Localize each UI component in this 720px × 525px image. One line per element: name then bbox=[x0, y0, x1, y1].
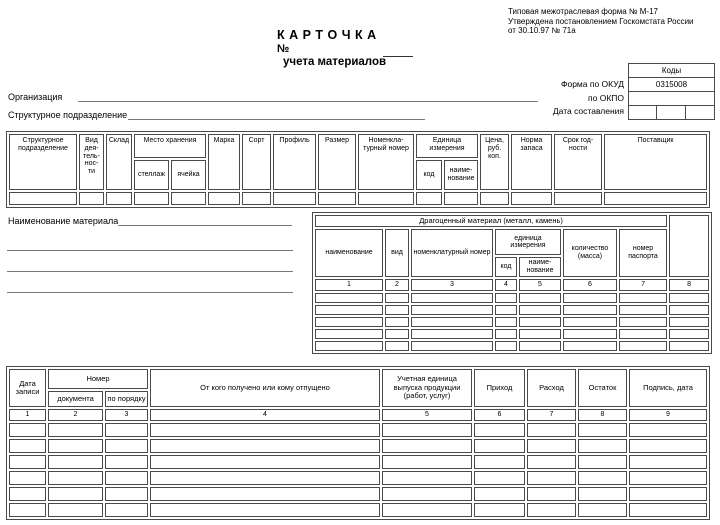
blank-row bbox=[9, 471, 707, 485]
col-header-size: Размер bbox=[318, 134, 356, 190]
col-header-record-date: Дата записи bbox=[9, 369, 46, 407]
col-header-storage-place: Место хранения bbox=[134, 134, 206, 158]
col-header-item-number: Номенкла- турный номер bbox=[358, 134, 414, 190]
date-cell bbox=[629, 106, 657, 120]
date-label: Дата составления bbox=[552, 106, 624, 116]
subdivision-label: Структурное подразделение bbox=[8, 110, 128, 120]
okpo-value bbox=[629, 92, 715, 106]
blank-row bbox=[9, 192, 707, 205]
col-header-number: Номер bbox=[48, 369, 148, 389]
blank-row bbox=[315, 293, 709, 303]
material-name-blank-line bbox=[7, 292, 293, 293]
column-number: 7 bbox=[619, 279, 667, 291]
column-number: 8 bbox=[578, 409, 627, 421]
col-header-accounting-unit: Учетная единица выпуска продукции (работ, услуг) bbox=[382, 369, 472, 407]
col-header-unit-name: наиме- нование bbox=[444, 160, 478, 190]
blank-row bbox=[9, 455, 707, 469]
col-header-unit: Единица измерения bbox=[416, 134, 478, 158]
col-header-document: документа bbox=[48, 391, 103, 407]
column-number: 4 bbox=[495, 279, 517, 291]
column-number: 5 bbox=[382, 409, 472, 421]
column-numbers-row bbox=[315, 279, 709, 291]
col-header-item-number: номенклатурный номер bbox=[411, 229, 493, 277]
column-number: 3 bbox=[105, 409, 148, 421]
col-header-extra bbox=[669, 215, 709, 277]
column-number: 1 bbox=[315, 279, 383, 291]
organization-blank-line bbox=[78, 101, 538, 102]
column-number: 8 bbox=[669, 279, 709, 291]
material-name-blank-line bbox=[7, 271, 293, 272]
column-numbers-row bbox=[9, 409, 707, 421]
column-number: 9 bbox=[629, 409, 707, 421]
okpo-label: по ОКПО bbox=[588, 92, 624, 103]
codes-labels bbox=[420, 78, 624, 119]
col-header-expense: Расход bbox=[527, 369, 576, 407]
materials-attributes-table bbox=[6, 131, 710, 208]
col-header-income: Приход bbox=[474, 369, 525, 407]
col-header-in-order: по порядку bbox=[105, 391, 148, 407]
attribution-line: от 30.10.97 № 71а bbox=[508, 26, 576, 35]
material-name-label: Наименование материала bbox=[8, 216, 119, 226]
col-header-activity: Вид дея- тель- нос- ти bbox=[79, 134, 104, 190]
column-number: 5 bbox=[519, 279, 561, 291]
blank-row bbox=[315, 305, 709, 315]
attribution-line: Утверждена постановлением Госкомстата России bbox=[508, 16, 694, 26]
movements-journal-table bbox=[6, 366, 710, 520]
blank-row bbox=[9, 439, 707, 453]
col-header-unit-code: код bbox=[416, 160, 442, 190]
col-header-price: Цена, руб. коп. bbox=[480, 134, 509, 190]
form-number-blank-line bbox=[383, 56, 413, 57]
blank-row bbox=[315, 341, 709, 351]
col-header-rack: стеллаж bbox=[134, 160, 169, 190]
precious-material-table bbox=[312, 212, 712, 354]
col-header-kind: вид bbox=[385, 229, 409, 277]
col-header-supplier: Поставщик bbox=[604, 134, 707, 190]
col-header-cell: ячейка bbox=[171, 160, 206, 190]
blank-row bbox=[9, 487, 707, 501]
column-number: 7 bbox=[527, 409, 576, 421]
col-header-from-whom: От кого получено или кому отпущено bbox=[150, 369, 380, 407]
col-header-shelf-life: Срок год- ности bbox=[554, 134, 602, 190]
okud-value: 0315008 bbox=[629, 78, 715, 92]
codes-header: Коды bbox=[629, 64, 715, 78]
col-header-subdivision: Структурное подразделение bbox=[9, 134, 77, 190]
col-header-stock-norm: Норма запаса bbox=[511, 134, 552, 190]
col-header-unit-code: код bbox=[495, 257, 517, 277]
blank-row bbox=[9, 423, 707, 437]
okud-label: Форма по ОКУД bbox=[561, 79, 624, 89]
column-number: 2 bbox=[385, 279, 409, 291]
column-number: 3 bbox=[411, 279, 493, 291]
form-attribution bbox=[508, 7, 694, 36]
col-header-unit: единица измерения bbox=[495, 229, 561, 255]
form-subtitle: учета материалов bbox=[283, 56, 387, 68]
col-header-signature-date: Подпись, дата bbox=[629, 369, 707, 407]
column-number: 6 bbox=[563, 279, 617, 291]
col-header-passport: номер паспорта bbox=[619, 229, 667, 277]
col-header-grade: Сорт bbox=[242, 134, 271, 190]
column-number: 2 bbox=[48, 409, 103, 421]
form-number-label: № bbox=[277, 43, 290, 55]
blank-row bbox=[315, 329, 709, 339]
subdivision-blank-line bbox=[128, 119, 425, 120]
form-title: К А Р Т О Ч К А bbox=[277, 28, 377, 42]
organization-label: Организация bbox=[8, 92, 63, 102]
date-cell bbox=[657, 106, 686, 120]
codes-box bbox=[628, 63, 715, 120]
precious-table-title: Драгоценный материал (металл, камень) bbox=[315, 215, 667, 227]
blank-row bbox=[9, 503, 707, 517]
material-name-blank-line bbox=[118, 225, 292, 226]
blank-row bbox=[315, 317, 709, 327]
col-header-brand: Марка bbox=[208, 134, 240, 190]
col-header-quantity: количество (масса) bbox=[563, 229, 617, 277]
col-header-balance: Остаток bbox=[578, 369, 627, 407]
col-header-name: наименование bbox=[315, 229, 383, 277]
col-header-warehouse: Склад bbox=[106, 134, 132, 190]
col-header-profile: Профиль bbox=[273, 134, 316, 190]
date-cell bbox=[686, 106, 715, 120]
column-number: 4 bbox=[150, 409, 380, 421]
column-number: 1 bbox=[9, 409, 46, 421]
col-header-unit-name: наиме- нование bbox=[519, 257, 561, 277]
material-name-blank-line bbox=[7, 250, 293, 251]
column-number: 6 bbox=[474, 409, 525, 421]
attribution-line: Типовая межотраслевая форма № М-17 bbox=[508, 7, 658, 16]
